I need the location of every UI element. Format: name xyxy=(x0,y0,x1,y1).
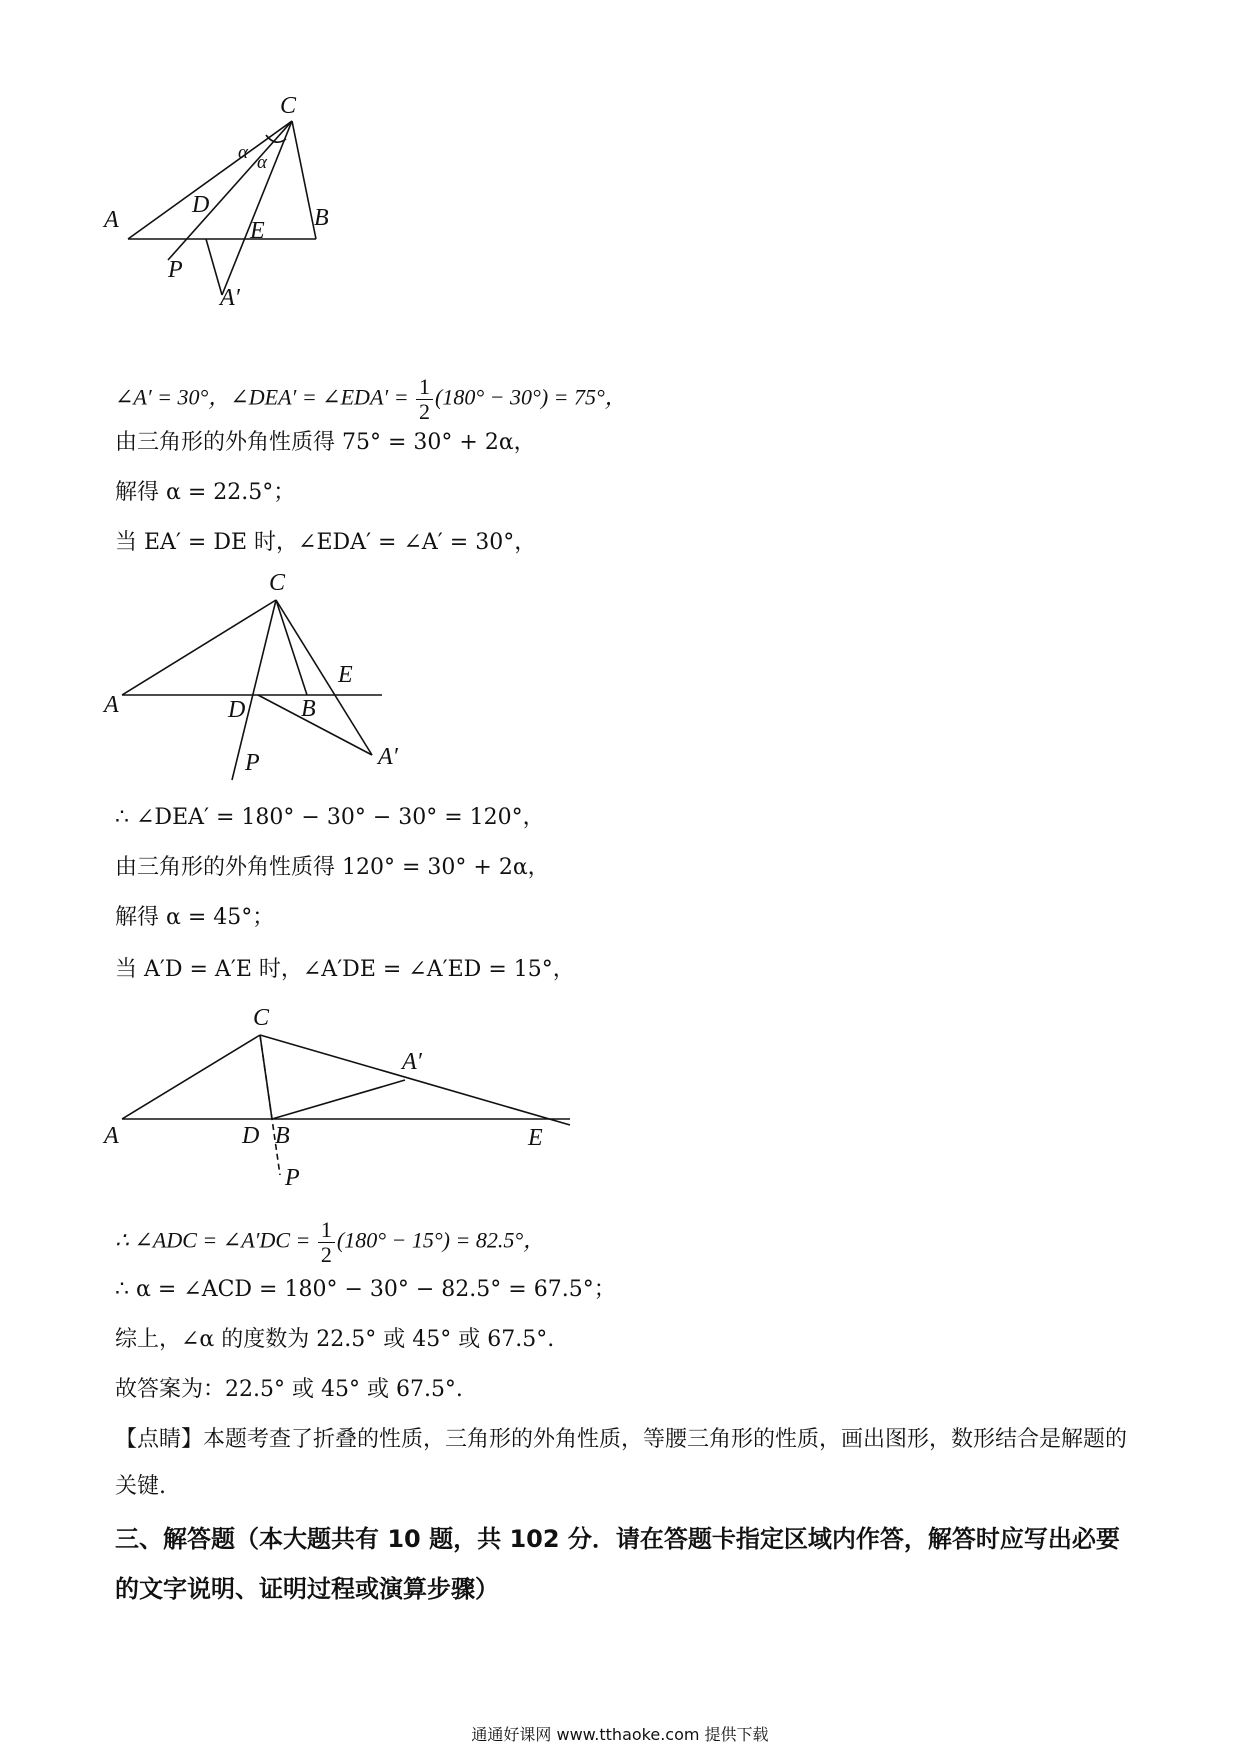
fig1-label-alpha-1: α xyxy=(238,142,248,163)
fig2-label-a: A xyxy=(104,692,119,718)
fig3-label-a-prime: A′ xyxy=(402,1049,422,1075)
text-line-3: 解得 α = 22.5°； xyxy=(115,480,296,505)
fig3-label-a: A xyxy=(104,1123,119,1149)
text-line-10: ∴ α = ∠ACD = 180° − 30° − 82.5° = 67.5°； xyxy=(115,1277,616,1302)
text-line-7: 解得 α = 45°； xyxy=(115,905,275,930)
section-heading-1: 三、解答题（本大题共有 10 题，共 102 分．请在答题卡指定区域内作答，解答时应写出必要 xyxy=(115,1525,1120,1553)
figure-1 xyxy=(100,95,380,350)
fig3-label-p: P xyxy=(285,1165,300,1191)
text-line-11: 综上，∠α 的度数为 22.5° 或 45° 或 67.5°. xyxy=(115,1327,555,1352)
fig2-label-e: E xyxy=(338,662,353,688)
fig1-label-d: D xyxy=(192,192,210,218)
text-line-8: 当 A′D = A′E 时，∠A′DE = ∠A′ED = 15°， xyxy=(115,957,575,982)
page-footer: 通通好课网 www.tthaoke.com 提供下载 xyxy=(471,1725,769,1744)
text-line-4: 当 EA′ = DE 时，∠EDA′ = ∠A′ = 30°， xyxy=(115,530,537,555)
comment-line-2: 关键. xyxy=(115,1474,166,1499)
fig2-label-p: P xyxy=(245,750,260,776)
fraction-numerator-2: 1 xyxy=(318,1218,335,1243)
fraction-half-2 xyxy=(318,1218,335,1267)
fig3-label-c: C xyxy=(253,1005,270,1031)
comment-line-1: 【点睛】本题考查了折叠的性质，三角形的外角性质，等腰三角形的性质，画出图形，数形结合是解题的 xyxy=(115,1427,1128,1452)
text-line-5: ∴ ∠DEA′ = 180° − 30° − 30° = 120°， xyxy=(115,805,545,830)
line1-part1: ∠A′ = 30°，∠DEA′ = ∠EDA′ = xyxy=(115,384,415,410)
fig1-label-alpha-2: α xyxy=(257,152,267,173)
fig1-label-a-prime: A′ xyxy=(220,285,240,311)
line1-part2: (180° − 30°) = 75°， xyxy=(435,384,627,410)
fig1-label-c: C xyxy=(280,93,297,119)
fig1-label-p: P xyxy=(168,257,183,283)
fraction-half xyxy=(416,375,433,424)
fraction-denominator-2: 2 xyxy=(320,1242,332,1267)
fig2-label-c: C xyxy=(269,570,286,596)
fig2-label-d: D xyxy=(228,697,246,723)
section-heading-2: 的文字说明、证明过程或演算步骤） xyxy=(115,1575,499,1603)
fraction-numerator: 1 xyxy=(416,375,433,400)
fig2-label-b: B xyxy=(301,696,316,722)
fraction-denominator: 2 xyxy=(419,399,431,424)
fig1-label-a: A xyxy=(104,207,119,233)
line9-part1: ∴ ∠ADC = ∠A′DC = xyxy=(115,1227,316,1253)
fig1-label-e: E xyxy=(250,218,265,244)
fig3-label-e: E xyxy=(528,1125,543,1151)
text-line-1 xyxy=(115,375,1135,424)
fig1-label-b: B xyxy=(314,205,329,231)
text-line-2: 由三角形的外角性质得 75° = 30° + 2α， xyxy=(115,430,536,455)
text-line-6: 由三角形的外角性质得 120° = 30° + 2α， xyxy=(115,855,550,880)
text-line-9 xyxy=(115,1218,1135,1267)
fig3-label-b: B xyxy=(275,1123,290,1149)
fig2-label-a-prime: A′ xyxy=(378,744,398,770)
figure-2 xyxy=(100,570,420,785)
text-line-12: 故答案为：22.5° 或 45° 或 67.5°. xyxy=(115,1377,463,1402)
line9-part2: (180° − 15°) = 82.5°， xyxy=(336,1227,546,1253)
figure-3 xyxy=(100,995,580,1195)
fig3-label-d: D xyxy=(242,1123,260,1149)
